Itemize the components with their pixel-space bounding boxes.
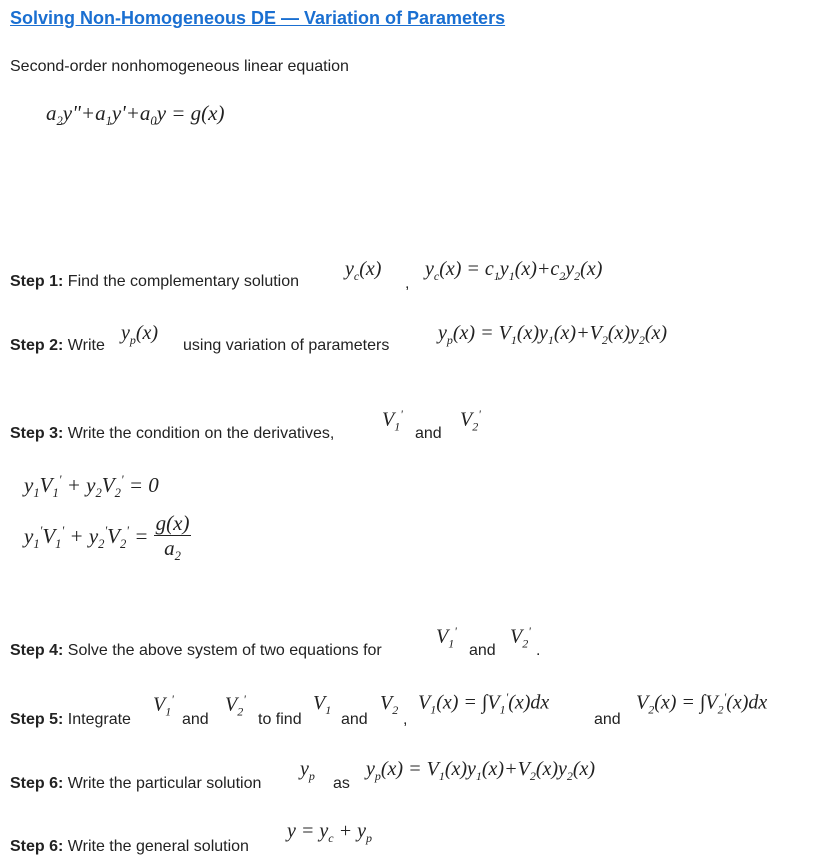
step-2-text: using variation of parameters bbox=[183, 337, 390, 354]
step-5-text: to find bbox=[258, 711, 302, 728]
intro-text: Second-order nonhomogeneous linear equation bbox=[10, 58, 349, 75]
step-6-general: Step 6: Write the general solution bbox=[10, 838, 249, 855]
step-1: Step 1: Find the complementary solution bbox=[10, 273, 300, 290]
step-1-sep: , bbox=[405, 275, 410, 292]
step-5-and-3: and bbox=[594, 711, 621, 728]
step-4: Step 4: Solve the above system of two equations for bbox=[10, 642, 382, 659]
v2-prime-symbol: $V_2'$ bbox=[225, 692, 246, 719]
step-3-and: and bbox=[415, 425, 442, 442]
general-solution: $y = y_c + y_p$ bbox=[287, 820, 372, 845]
yp-definition: $y_p(x) = V_1(x)y_1(x)+V_2(x)y_2(x)$ bbox=[366, 758, 596, 783]
step-5-comma: , bbox=[403, 711, 408, 728]
step-4-and: and bbox=[469, 642, 496, 659]
step-6-as: as bbox=[333, 775, 350, 792]
step-6-particular: Step 6: Write the particular solution bbox=[10, 775, 262, 792]
step-3: Step 3: Write the condition on the derivatives, bbox=[10, 425, 335, 442]
v2-integral: $V_2(x) = \int V_2'(x)dx$ bbox=[636, 690, 768, 717]
yc-definition: $y_c(x) = c_1y_1(x)+c_2y_2(x)$ bbox=[425, 258, 603, 283]
yp-definition: $y_p(x) = V_1(x)y_1(x)+V_2(x)y_2(x)$ bbox=[438, 322, 668, 347]
v2-prime-symbol: $V_2'$ bbox=[460, 407, 481, 434]
v2-symbol: $V_2$ bbox=[380, 692, 399, 717]
condition-2: $y_1'V_1' + y_2'V_2'$ = $\frac{g(x)}{a_2}$ bbox=[24, 511, 190, 564]
yp-symbol: $y_p$ bbox=[300, 758, 315, 783]
step-2: Step 2: Write bbox=[10, 337, 105, 354]
yc-symbol: $y_c(x)$ bbox=[345, 258, 382, 283]
step-5-and-1: and bbox=[182, 711, 209, 728]
step-5: Step 5: Integrate bbox=[10, 711, 131, 728]
page-title[interactable]: Solving Non-Homogeneous DE — Variation of Parameters bbox=[10, 8, 506, 28]
v1-prime-symbol: $V_1'$ bbox=[153, 692, 174, 719]
condition-1: $y_1V_1' + y_2V_2' = 0$ bbox=[24, 473, 159, 501]
step-4-end: . bbox=[536, 642, 541, 659]
step-5-and-2: and bbox=[341, 711, 368, 728]
v1-prime-symbol: $V_1'$ bbox=[436, 624, 457, 651]
v2-prime-symbol: $V_2'$ bbox=[510, 624, 531, 651]
v1-prime-symbol: $V_1'$ bbox=[382, 407, 403, 434]
v1-symbol: $V_1$ bbox=[313, 692, 332, 717]
ode-equation: $a_2y"+a_1y'+a_0y = g(x)$ bbox=[46, 101, 225, 129]
v1-integral: $V_1(x) = \int V_1'(x)dx$ bbox=[418, 690, 550, 717]
yp-symbol: $y_p(x)$ bbox=[121, 322, 159, 347]
